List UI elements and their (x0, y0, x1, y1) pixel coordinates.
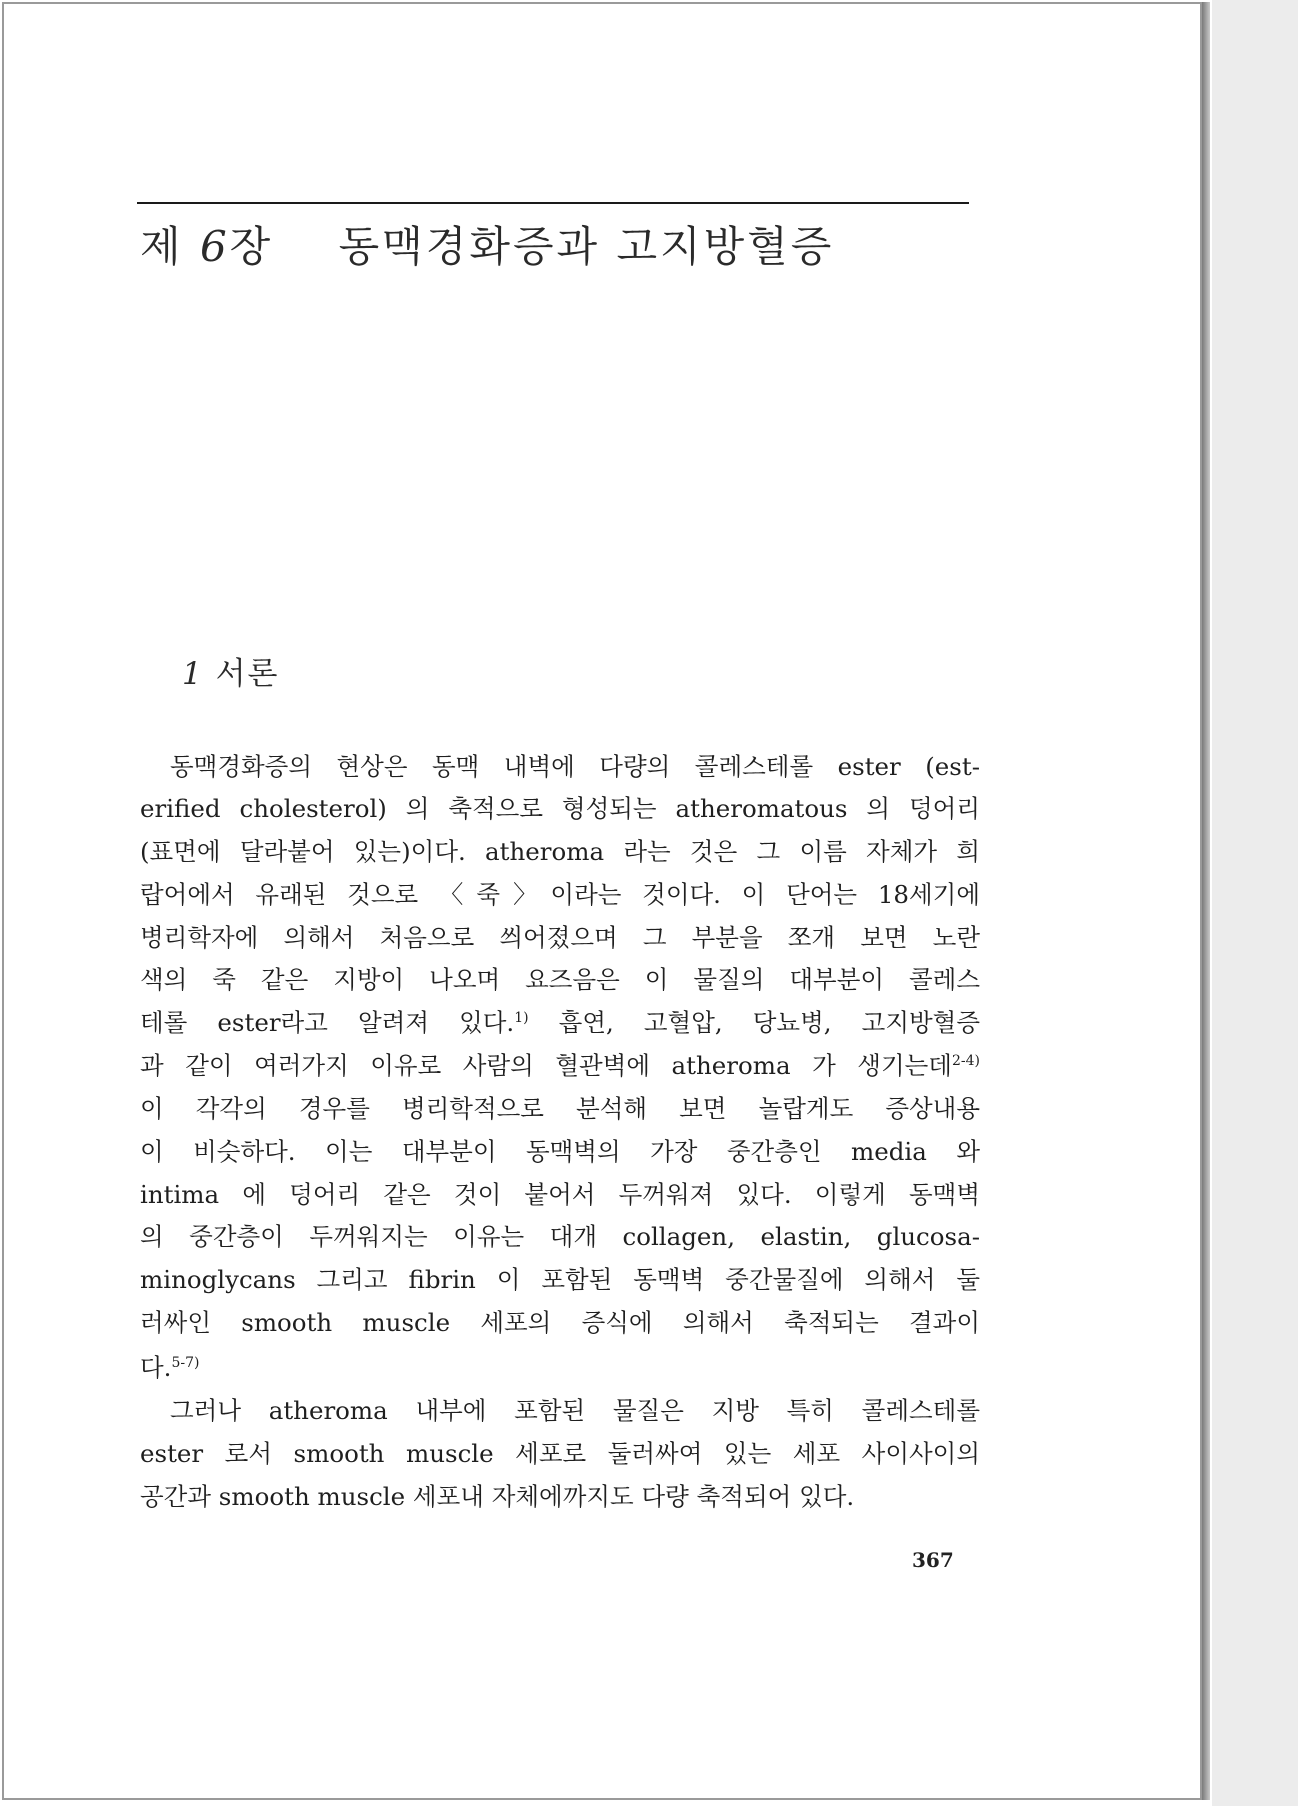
line-text-continued: 흡연, 고혈압, 당뇨병, 고지방혈증 (528, 1008, 980, 1037)
body-text-line (140, 1439, 980, 1469)
line-text: 공간과 smooth muscle 세포내 자체에까지도 다량 축적되어 있다. (140, 1482, 855, 1511)
body-text-line (140, 1008, 980, 1038)
body-text-line (140, 837, 980, 867)
footnote-reference: 1) (514, 1009, 529, 1026)
line-text: intima 에 덩어리 같은 것이 붙어서 두꺼워져 있다. 이렇게 동맥벽 (140, 1180, 980, 1209)
line-text: 테롤 ester라고 알려져 있다. (140, 1008, 515, 1037)
body-text-line (170, 1396, 980, 1426)
body-text-line (140, 1094, 980, 1124)
page-curl-edge (1202, 2, 1210, 1800)
chapter-rule (137, 202, 969, 204)
line-text: (표면에 달라붙어 있는)이다. atheroma 라는 것은 그 이름 자체가 희 (140, 837, 980, 866)
body-text-line (170, 752, 980, 782)
viewer-backdrop (1212, 0, 1298, 1806)
line-text: erified cholesterol) 의 축적으로 형성되는 atheromatous 의 덩어리 (140, 794, 980, 823)
line-text: 랍어에서 유래된 것으로 〈죽〉이라는 것이다. 이 단어는 18세기에 (140, 880, 980, 909)
body-text-line (140, 1051, 980, 1081)
body-text-line (140, 794, 980, 824)
chapter-number: 6 (199, 222, 230, 271)
line-text: 그러나 atheroma 내부에 포함된 물질은 지방 특히 콜레스테롤 (170, 1396, 980, 1425)
body-text-line (140, 1482, 854, 1512)
chapter-title-text: 동맥경화증과 고지방혈증 (338, 222, 835, 271)
body-text-line (140, 1265, 980, 1295)
body-text-line (140, 1137, 980, 1167)
chapter-title (140, 214, 834, 274)
line-text: 동맥경화증의 현상은 동맥 내벽에 다량의 콜레스테롤 ester (est- (170, 752, 980, 781)
line-text: 이 비슷하다. 이는 대부분이 동맥벽의 가장 중간층인 media 와 (140, 1137, 980, 1166)
body-text-line (140, 1180, 980, 1210)
body-text-line (140, 880, 980, 910)
line-text: 이 각각의 경우를 병리학적으로 분석해 보면 놀랍게도 증상내용 (140, 1094, 980, 1123)
line-text: 과 같이 여러가지 이유로 사람의 혈관벽에 atheroma 가 생기는데 (140, 1051, 952, 1080)
line-text: 의 중간층이 두꺼워지는 이유는 대개 collagen, elastin, glucosa- (140, 1222, 980, 1251)
body-text-line (140, 965, 980, 995)
body-text-line (140, 1353, 199, 1383)
footnote-reference: 5-7) (171, 1354, 200, 1371)
section-number: 1 (182, 656, 204, 692)
section-title: 서론 (215, 656, 280, 692)
chapter-prefix: 제 (140, 222, 184, 271)
line-text: ester 로서 smooth muscle 세포로 둘러싸여 있는 세포 사이사이의 (140, 1439, 980, 1468)
body-text-line (140, 1222, 980, 1252)
section-heading (182, 648, 280, 693)
chapter-suffix: 장 (229, 222, 274, 271)
line-text: 다. (140, 1353, 172, 1382)
line-text: 병리학자에 의해서 처음으로 씌어졌으며 그 부분을 쪼개 보면 노란 (140, 923, 980, 952)
footnote-reference: 2-4) (951, 1052, 980, 1069)
body-text-line (140, 1308, 980, 1338)
line-text: 색의 죽 같은 지방이 나오며 요즈음은 이 물질의 대부분이 콜레스 (140, 965, 980, 994)
page-number: 367 (912, 1548, 954, 1572)
body-text-line (140, 923, 980, 953)
line-text: 러싸인 smooth muscle 세포의 증식에 의해서 축적되는 결과이 (140, 1308, 980, 1337)
line-text: minoglycans 그리고 fibrin 이 포함된 동맥벽 중간물질에 의해서 둘 (140, 1265, 980, 1294)
